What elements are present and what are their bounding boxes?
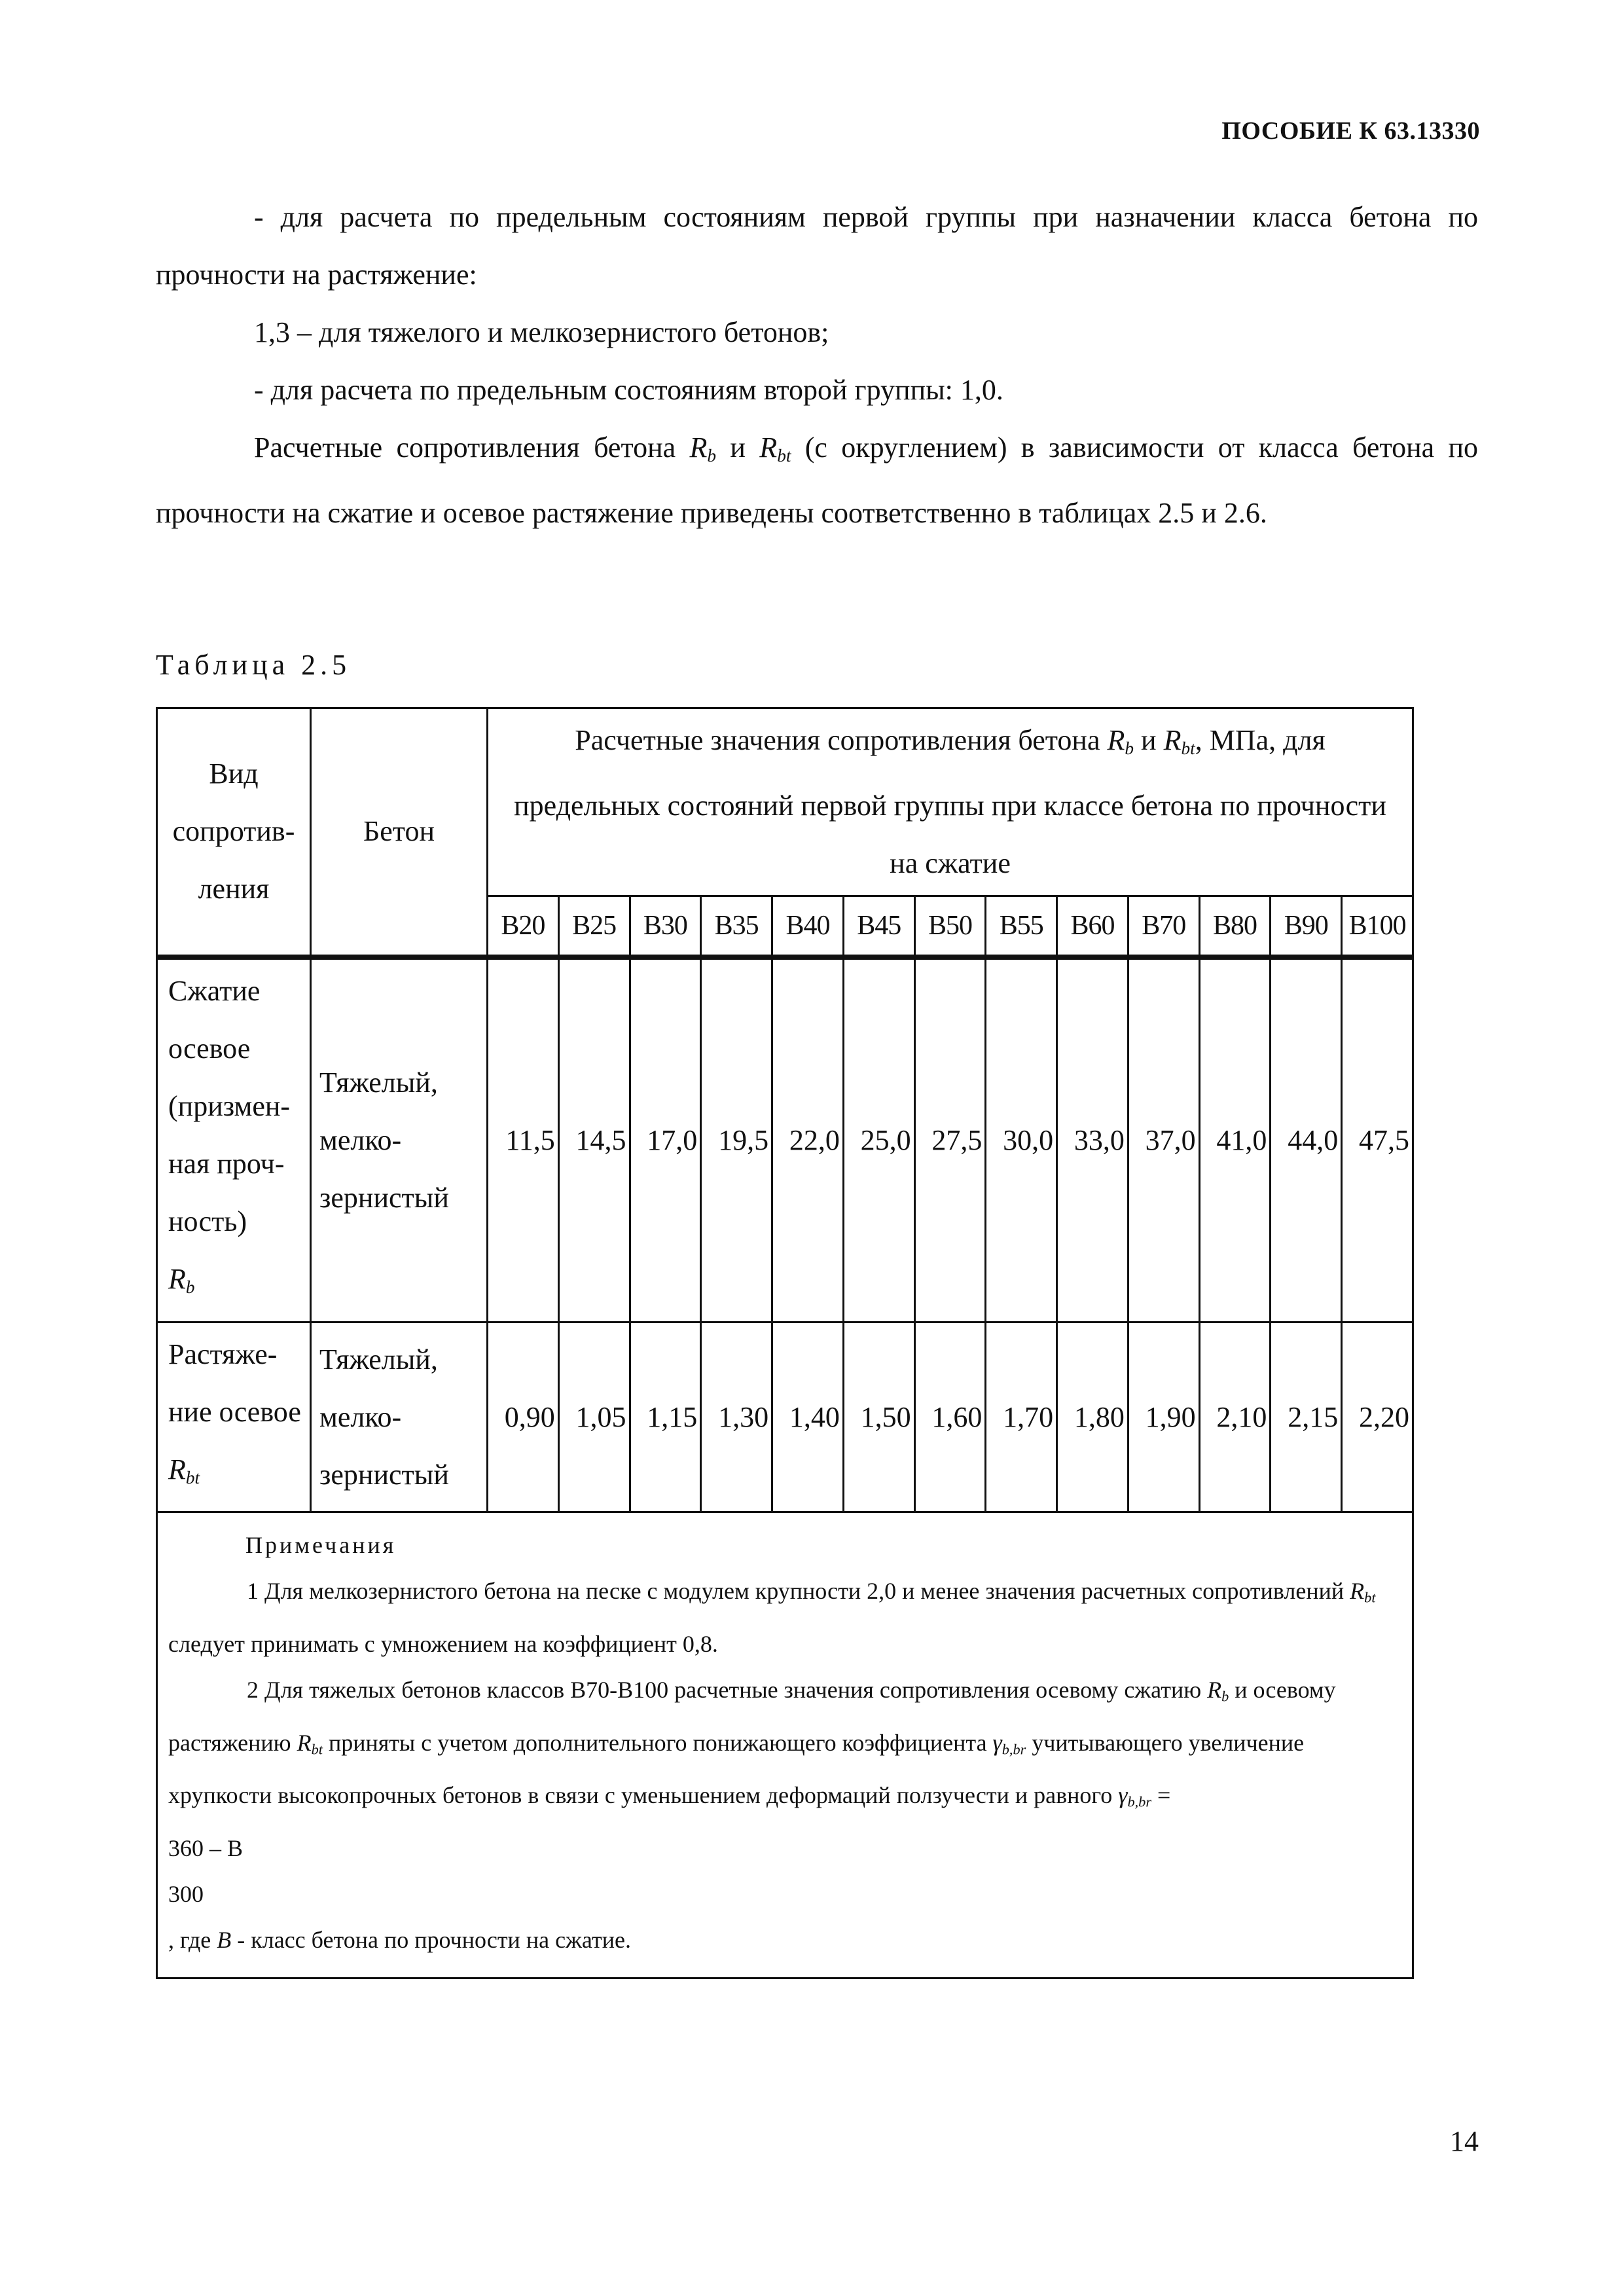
- class-header-cell: B70: [1128, 896, 1199, 957]
- class-header-cell: B25: [558, 896, 630, 957]
- note-2: 2 Для тяжелых бетонов классов B70-B100 расчетные значения сопротивления осевому сжатию $R_b$ и осевому растяжению $R_{bt}$ приняты с учетом дополнительного понижающего коэффициента $\gamma_{b,br}$ учитывающего увеличение хрупкости высокопрочных бетонов в связи с уменьшением деформаций ползучести и равного $\gamma_{b,br}$ =: [168, 1677, 1336, 1810]
- class-header-cell: B35: [701, 896, 772, 957]
- class-header-cell: B55: [986, 896, 1057, 957]
- paragraph-1: - для расчета по предельным состояниям первой группы при назначении класса бетона по прочности на растяжение:: [156, 201, 1478, 291]
- value-cell: 27,5: [914, 957, 986, 1322]
- value-cell: 1,50: [843, 1322, 914, 1512]
- row-label-tension: Растяже-ние осевое $R_{bt}$: [157, 1322, 311, 1512]
- document-header: ПОСОБИЕ К 63.13330: [1221, 117, 1480, 145]
- value-cell: 2,20: [1342, 1322, 1413, 1512]
- class-header-cell: B90: [1271, 896, 1342, 957]
- table-row-compression: [157, 957, 1413, 1322]
- value-cell: 47,5: [1342, 957, 1413, 1322]
- resistance-table: [156, 707, 1414, 1979]
- class-header-cell: B80: [1199, 896, 1271, 957]
- class-header-cell: B40: [772, 896, 844, 957]
- value-cell: 11,5: [488, 957, 559, 1322]
- value-cell: 1,70: [986, 1322, 1057, 1512]
- value-cell: 1,15: [630, 1322, 701, 1512]
- value-cell: 1,80: [1057, 1322, 1128, 1512]
- value-cell: 19,5: [701, 957, 772, 1322]
- column-header-values: Расчетные значения сопротивления бетона $R_b$ и $R_{bt}$, МПа, для предельных состояний первой группы при классе бетона по прочности на сжатие: [488, 708, 1413, 896]
- value-cell: 17,0: [630, 957, 701, 1322]
- table-header-row: [157, 708, 1413, 896]
- notes-title: Примечания: [245, 1532, 397, 1559]
- row-concrete-tension: Тяжелый, мелко-зернистый: [311, 1322, 488, 1512]
- class-header-cell: B100: [1342, 896, 1413, 957]
- table-notes: Примечания 1 Для мелкозернистого бетона на песке с модулем крупности 2,0 и менее значения расчетных сопротивлений $R_{bt}$ следует принимать с умножением на коэффициент 0,8. 2 Для тяжелых бетонов классов B70-B100 расчетные значения сопротивления осевому сжатию $R_b$ и осевому растяжению $R_{bt}$ приняты с учетом дополнительного понижающего коэффициента $\gamma_{b,br}$ учитывающего увеличение хрупкости высокопрочных бетонов в связи с уменьшением деформаций ползучести и равного $\gamma_{b,br}$ = 360 – B 300 , где B - класс бетона по прочности на сжатие.: [157, 1512, 1413, 1978]
- value-cell: 1,05: [558, 1322, 630, 1512]
- paragraph-2: 1,3 – для тяжелого и мелкозернистого бетонов;: [254, 316, 829, 348]
- paragraph-3: - для расчета по предельным состояниям второй группы: 1,0.: [254, 374, 1003, 406]
- class-header-cell: B45: [843, 896, 914, 957]
- column-header-concrete: Бетон: [311, 708, 488, 957]
- table-row-tension: [157, 1322, 1413, 1512]
- column-header-type: Вид сопротив-ления: [157, 708, 311, 957]
- value-cell: 2,15: [1271, 1322, 1342, 1512]
- value-cell: 1,40: [772, 1322, 844, 1512]
- value-cell: 1,60: [914, 1322, 986, 1512]
- value-cell: 33,0: [1057, 957, 1128, 1322]
- class-header-cell: B50: [914, 896, 986, 957]
- value-cell: 2,10: [1199, 1322, 1271, 1512]
- notes-row: [157, 1512, 1413, 1978]
- value-cell: 1,90: [1128, 1322, 1199, 1512]
- value-cell: 41,0: [1199, 957, 1271, 1322]
- body-text: [156, 189, 1478, 542]
- value-cell: 37,0: [1128, 957, 1199, 1322]
- table-caption: Таблица 2.5: [156, 649, 352, 681]
- value-cell: 14,5: [558, 957, 630, 1322]
- value-cell: 0,90: [488, 1322, 559, 1512]
- value-cell: 30,0: [986, 957, 1057, 1322]
- class-header-cell: B30: [630, 896, 701, 957]
- row-label-compression: Сжатие осевое (призмен-ная проч-ность) $R_b$: [157, 957, 311, 1322]
- note-1: 1 Для мелкозернистого бетона на песке с модулем крупности 2,0 и менее значения расчетных сопротивлений $R_{bt}$ следует принимать с умножением на коэффициент 0,8.: [168, 1578, 1376, 1658]
- row-concrete-compression: Тяжелый, мелко-зернистый: [311, 957, 488, 1322]
- value-cell: 1,30: [701, 1322, 772, 1512]
- paragraph-4: Расчетные сопротивления бетона $R_b$ и $R_{bt}$ (с округлением) в зависимости от класса бетона по прочности на сжатие и осевое растяжение приведены соответственно в таблицах 2.5 и 2.6.: [156, 431, 1479, 529]
- value-cell: 22,0: [772, 957, 844, 1322]
- class-header-cell: B60: [1057, 896, 1128, 957]
- value-cell: 44,0: [1271, 957, 1342, 1322]
- class-header-cell: B20: [488, 896, 559, 957]
- value-cell: 25,0: [843, 957, 914, 1322]
- page-number: 14: [1450, 2125, 1479, 2157]
